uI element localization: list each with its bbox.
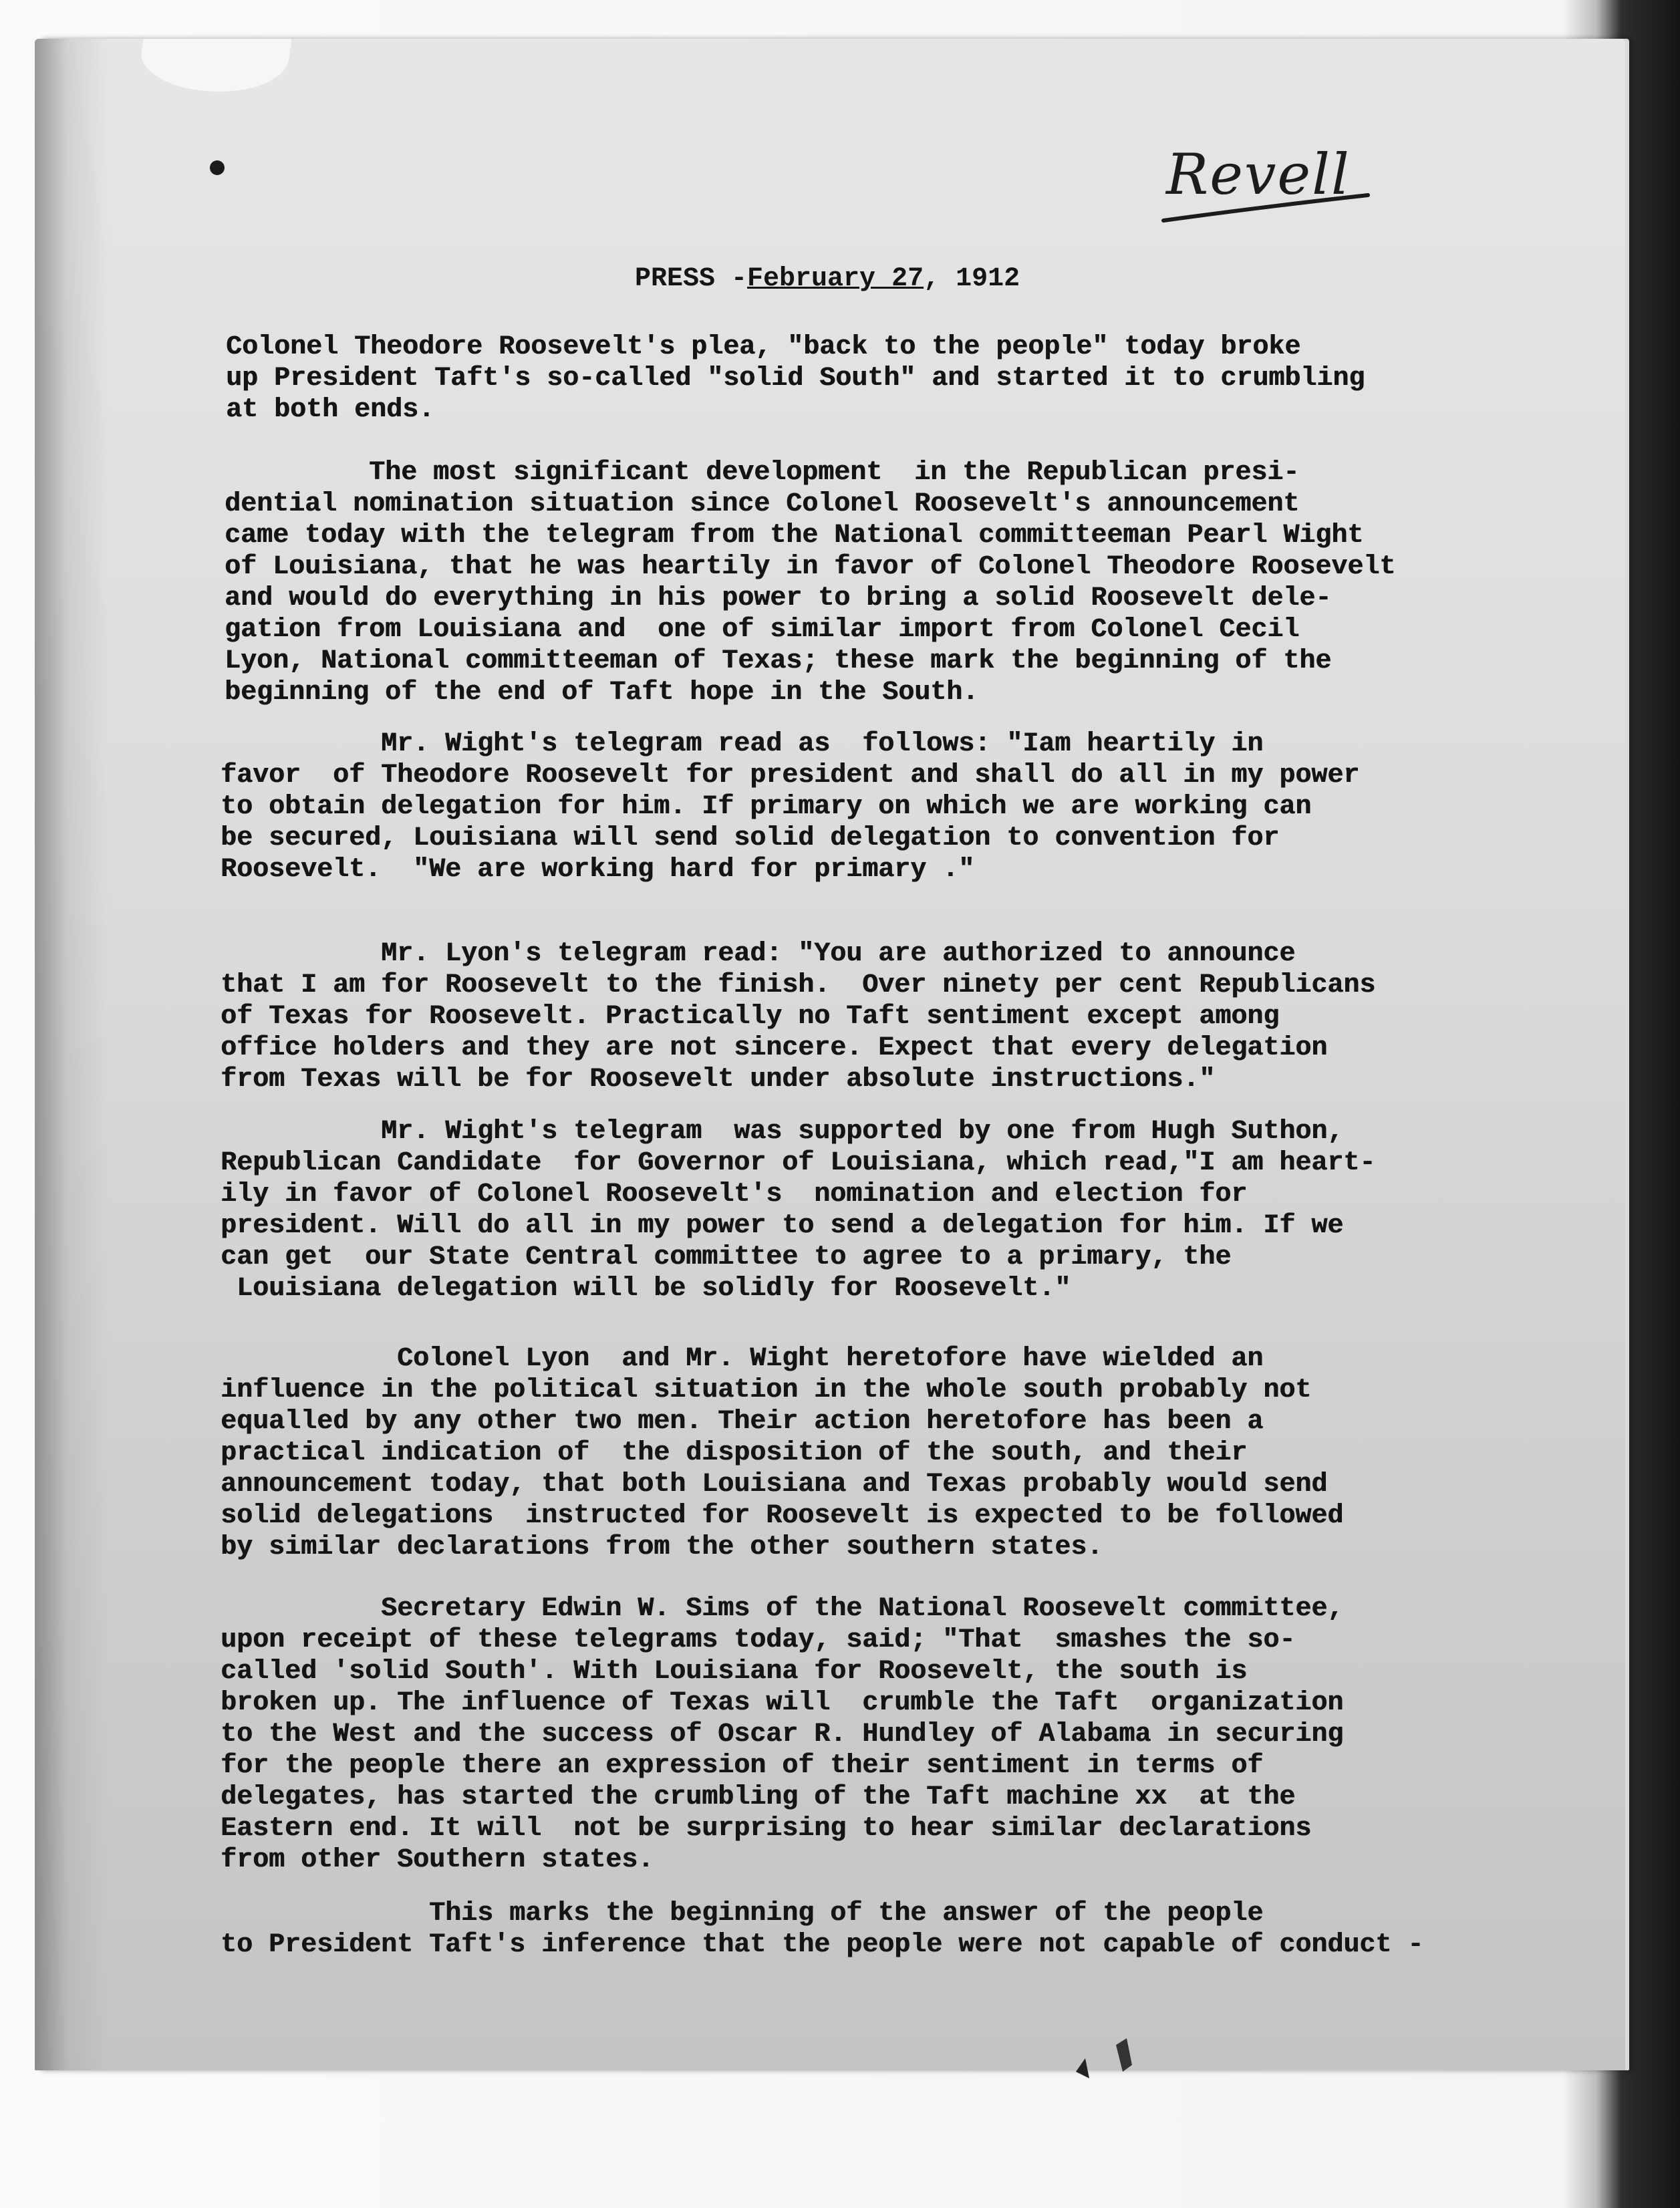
damage-mark-2 [1116,2038,1132,2072]
damage-mark-1 [1076,2058,1089,2078]
paragraph-6: Colonel Lyon and Mr. Wight heretofore have wielded an influence in the political situation in the whole south probably not equalled by any other two men. Their action heretofore has been a practical indication of the disposition of the south, and their announcement today, that both Louisiana and Texas probably would send solid delegations instructed for Roosevelt is expected to be followed by similar declarations from the other southern states. [221,1344,1344,1562]
paragraph-3: Mr. Wight's telegram read as follows: "Iam heartily in favor of Theodore Roosevelt for president and shall do all in my power to obtain delegation for him. If primary on which we are working can be secured, Louisiana will send solid delegation to convention for Roosevelt. "We are working hard for primary ." [221,729,1360,885]
paragraph-8: This marks the beginning of the answer of the people to President Taft's inference that the people were not capable of conduct - [221,1899,1424,1960]
heading-date: February 27 [747,264,924,294]
heading-year: , 1912 [924,264,1020,294]
document-heading [635,263,1103,295]
signature-text: Revell [1166,142,1351,207]
paragraph-1: Colonel Theodore Roosevelt's plea, "back to the people" today broke up President Taft's so-called "solid South" and started it to crumbling at both ends. [226,332,1365,425]
paper-damage-marks [1063,2032,1156,2092]
paragraph-4: Mr. Lyon's telegram read: "You are authorized to announce that I am for Roosevelt to the finish. Over ninety per cent Republicans of Texas for Roosevelt. Practically no Taft sentiment except among office holders and they are not sincere. Expect that every delegation from Texas will be for Roosevelt under absolute instructions." [221,939,1376,1095]
paragraph-2: The most significant development in the Republican presi- dential nomination situation since Colonel Roosevelt's announcement came today with the telegram from the National committeeman Pearl Wight of Louisiana, that he was heartily in favor of Colonel Theodore Roosevelt and would do everything in his power to bring a solid Roosevelt dele- gation from Louisiana and one of similar import from Colonel Cecil Lyon, National committeeman of Texas; these mark the beginning of the beginning of the end of Taft hope in the South. [225,458,1396,708]
heading-label: PRESS - [635,264,748,294]
paragraph-5: Mr. Wight's telegram was supported by one from Hugh Suthon, Republican Candidate for Governor of Louisiana, which read,"I am heart- ily in favor of Colonel Roosevelt's nomination and election for president. Will do all in my power to send a delegation for him. If we can get our State Central committee to agree to a primary, the Louisiana delegation will be solidly for Roosevelt." [221,1117,1376,1304]
paragraph-7: Secretary Edwin W. Sims of the National Roosevelt committee, upon receipt of these telegrams today, said; "That smashes the so- called 'solid South'. With Louisiana for Roosevelt, the south is broken up. The influence of Texas will crumble the Taft organization to the West and the success of Oscar R. Hundley of Alabama in securing for the people there an expression of their sentiment in terms of delegates, has started the crumbling of the Taft machine xx at the Eastern end. It will not be surprising to hear similar declarations from other Southern states. [221,1594,1344,1875]
